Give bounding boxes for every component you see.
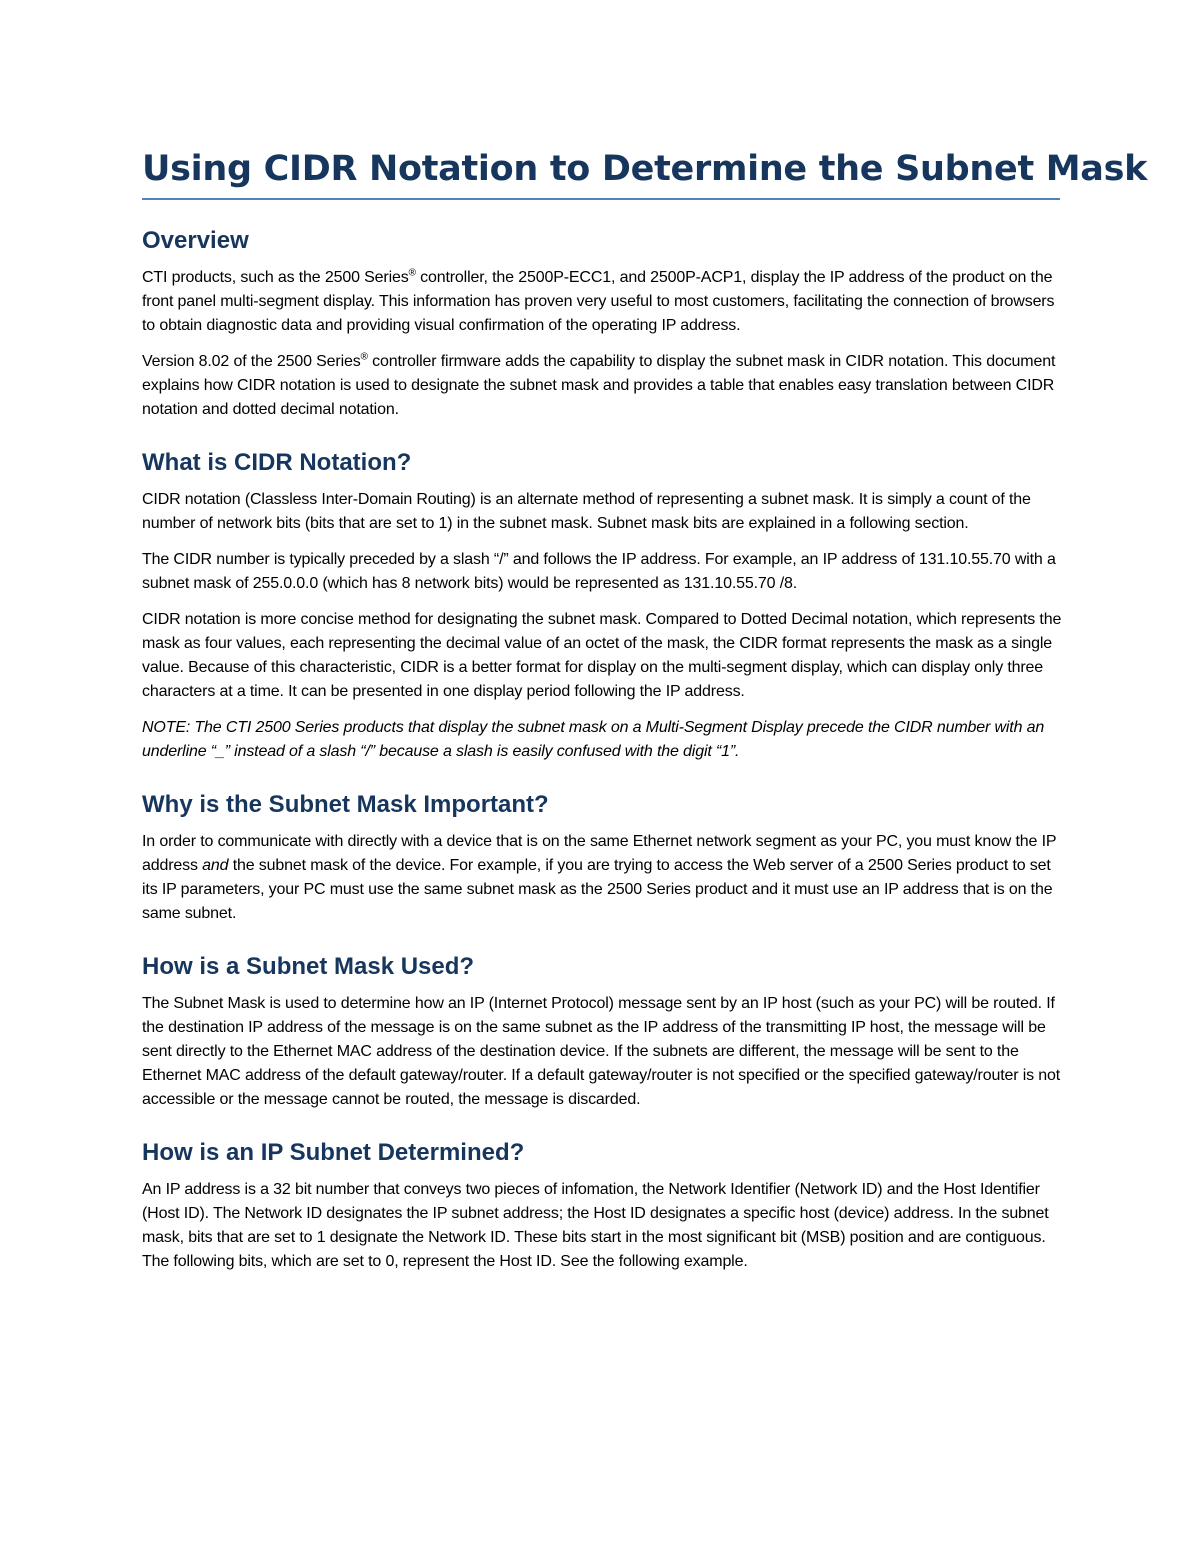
registered-mark: ® [360, 351, 368, 363]
overview-paragraph-2: Version 8.02 of the 2500 Series® controller firmware adds the capability to display the subnet mask in CIDR notation. This document explains how CIDR notation is used to designate the subnet mask and provides a table that enables easy translation between CIDR notation and dotted decimal notation. [142, 351, 1056, 418]
section-heading-how-determined: How is an IP Subnet Determined? [142, 1139, 525, 1166]
section-heading-overview: Overview [142, 227, 249, 254]
importance-paragraph: In order to communicate with directly with a device that is on the same Ethernet network segment as your PC, you must know the IP address and the subnet mask of the device. For example, if you are trying to access the Web server of a 2500 Series product to set its IP parameters, your PC must use the same subnet mask as the 2500 Series product and it must use an IP address that is on the same subnet. [142, 833, 1057, 922]
cidr-note: NOTE: The CTI 2500 Series products that display the subnet mask on a Multi-Segment Display precede the CIDR number with an underline “_” instead of a slash “/” because a slash is easily confused with the digit “1”. [142, 719, 1045, 760]
registered-mark: ® [408, 267, 416, 279]
cidr-paragraph-2: The CIDR number is typically preceded by a slash “/” and follows the IP address. For example, an IP address of 131.10.55.70 with a subnet mask of 255.0.0.0 (which has 8 network bits) would be represented as 131.10.55.70 /8. [142, 551, 1056, 592]
emphasis-and: and [202, 857, 229, 874]
title-underline-rule [142, 198, 1060, 200]
overview-paragraph-1: CTI products, such as the 2500 Series® controller, the 2500P-ECC1, and 2500P-ACP1, display the IP address of the product on the front panel multi-segment display. This information has proven very useful to most customers, facilitating the connection of browsers to obtain diagnostic data and providing visual confirmation of the operating IP address. [142, 267, 1055, 334]
section-heading-why-important: Why is the Subnet Mask Important? [142, 791, 549, 818]
cidr-paragraph-1: CIDR notation (Classless Inter-Domain Routing) is an alternate method of representing a subnet mask. It is simply a count of the number of network bits (bits that are set to 1) in the subnet mask. Subnet mask bits are explained in a following section. [142, 491, 1031, 532]
section-heading-what-is-cidr: What is CIDR Notation? [142, 449, 412, 476]
usage-paragraph: The Subnet Mask is used to determine how an IP (Internet Protocol) message sent by an IP host (such as your PC) will be routed. If the destination IP address of the message is on the same subnet as the IP address of the transmitting IP host, the message will be sent directly to the Ethernet MAC address of the destination device. If the subnets are different, the message will be sent to the Ethernet MAC address of the default gateway/router. If a default gateway/router is not specified or the specified gateway/router is not accessible or the message cannot be routed, the message is discarded. [142, 995, 1061, 1108]
document-body [142, 226, 1062, 1286]
determined-paragraph: An IP address is a 32 bit number that conveys two pieces of infomation, the Network Identifier (Network ID) and the Host Identifier (Host ID). The Network ID designates the IP subnet address; the Host ID designates a specific host (device) address. In the subnet mask, bits that are set to 1 designate the Network ID. These bits start in the most significant bit (MSB) position and are contiguous. The following bits, which are set to 0, represent the Host ID. See the following example. [142, 1181, 1049, 1270]
section-heading-how-used: How is a Subnet Mask Used? [142, 953, 475, 980]
cidr-paragraph-3: CIDR notation is more concise method for designating the subnet mask. Compared to Dotted Decimal notation, which represents the mask as four values, each representing the decimal value of an octet of the mask, the CIDR format represents the mask as a single value. Because of this characteristic, CIDR is a better format for display on the multi-segment display, which can display only three characters at a time. It can be presented in one display period following the IP address. [142, 611, 1062, 700]
page-title: Using CIDR Notation to Determine the Subnet Mask [142, 149, 1148, 189]
